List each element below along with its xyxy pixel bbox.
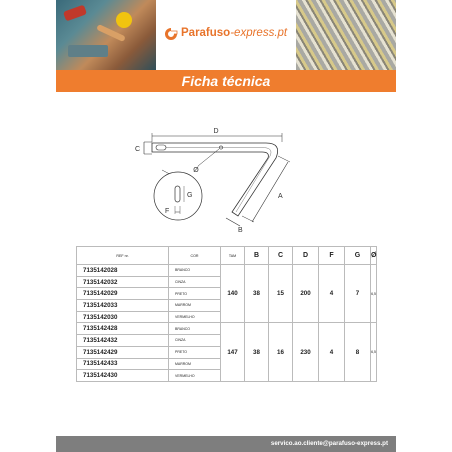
cell-cor: PRETO — [169, 288, 221, 300]
cell-dia: 6,5 — [371, 265, 377, 323]
cell-ref: 7135142430 — [77, 370, 169, 382]
cell-ref: 7135142428 — [77, 323, 169, 335]
cell-g: 7 — [345, 265, 371, 323]
col-size: TAM — [221, 247, 245, 265]
cell-g: 8 — [345, 323, 371, 381]
product-sheet — [56, 0, 396, 452]
spec-table — [76, 246, 377, 382]
col-dia: Ø — [371, 247, 377, 265]
screws-photo — [296, 0, 396, 70]
cell-b: 38 — [245, 265, 269, 323]
col-b: B — [245, 247, 269, 265]
col-cor: COR — [169, 247, 221, 265]
cell-cor: MARROM — [169, 358, 221, 370]
label-a: A — [278, 193, 283, 200]
cell-ref: 7135142032 — [77, 276, 169, 288]
tools-photo — [56, 0, 156, 70]
cell-size: 147 — [221, 323, 245, 381]
col-g: G — [345, 247, 371, 265]
table-header-row — [77, 247, 377, 265]
cell-dia: 6,5 — [371, 323, 377, 381]
cell-d: 230 — [293, 323, 319, 381]
brand-logo — [156, 0, 296, 70]
cell-cor: BRANCO — [169, 323, 221, 335]
col-ref: REF nr. — [77, 247, 169, 265]
label-dia: Ø — [193, 167, 199, 174]
technical-drawing — [56, 100, 396, 238]
page-title: Ficha técnica — [56, 70, 396, 92]
footer-contact: servico.ao.cliente@parafuso-express.pt — [56, 436, 396, 452]
cell-cor: MARROM — [169, 300, 221, 312]
cell-ref: 7135142028 — [77, 265, 169, 277]
table-row — [77, 323, 377, 335]
brand-name: Parafuso — [181, 27, 231, 39]
label-d: D — [213, 128, 219, 135]
label-b: B — [238, 227, 243, 234]
cell-ref: 7135142432 — [77, 335, 169, 347]
cell-c: 15 — [269, 265, 293, 323]
cell-d: 200 — [293, 265, 319, 323]
cell-f: 4 — [319, 323, 345, 381]
cell-cor: CINZA — [169, 276, 221, 288]
label-c: C — [134, 146, 140, 153]
brand-mark-icon — [164, 27, 178, 41]
label-g: G — [187, 192, 193, 199]
table-row — [77, 265, 377, 277]
cell-ref: 7135142029 — [77, 288, 169, 300]
col-d: D — [293, 247, 319, 265]
cell-f: 4 — [319, 265, 345, 323]
cell-ref: 7135142429 — [77, 346, 169, 358]
cell-size: 140 — [221, 265, 245, 323]
col-f: F — [319, 247, 345, 265]
cell-cor: PRETO — [169, 346, 221, 358]
cell-cor: VERMELHO — [169, 370, 221, 382]
cell-ref: 7135142030 — [77, 311, 169, 323]
header-banner — [56, 0, 396, 70]
cell-b: 38 — [245, 323, 269, 381]
col-c: C — [269, 247, 293, 265]
brand-suffix: -express.pt — [230, 27, 288, 39]
cell-cor: CINZA — [169, 335, 221, 347]
cell-c: 16 — [269, 323, 293, 381]
cell-cor: VERMELHO — [169, 311, 221, 323]
label-f: F — [165, 208, 170, 215]
cell-ref: 7135142433 — [77, 358, 169, 370]
cell-ref: 7135142033 — [77, 300, 169, 312]
slot-hole — [156, 145, 166, 150]
cell-cor: BRANCO — [169, 265, 221, 277]
